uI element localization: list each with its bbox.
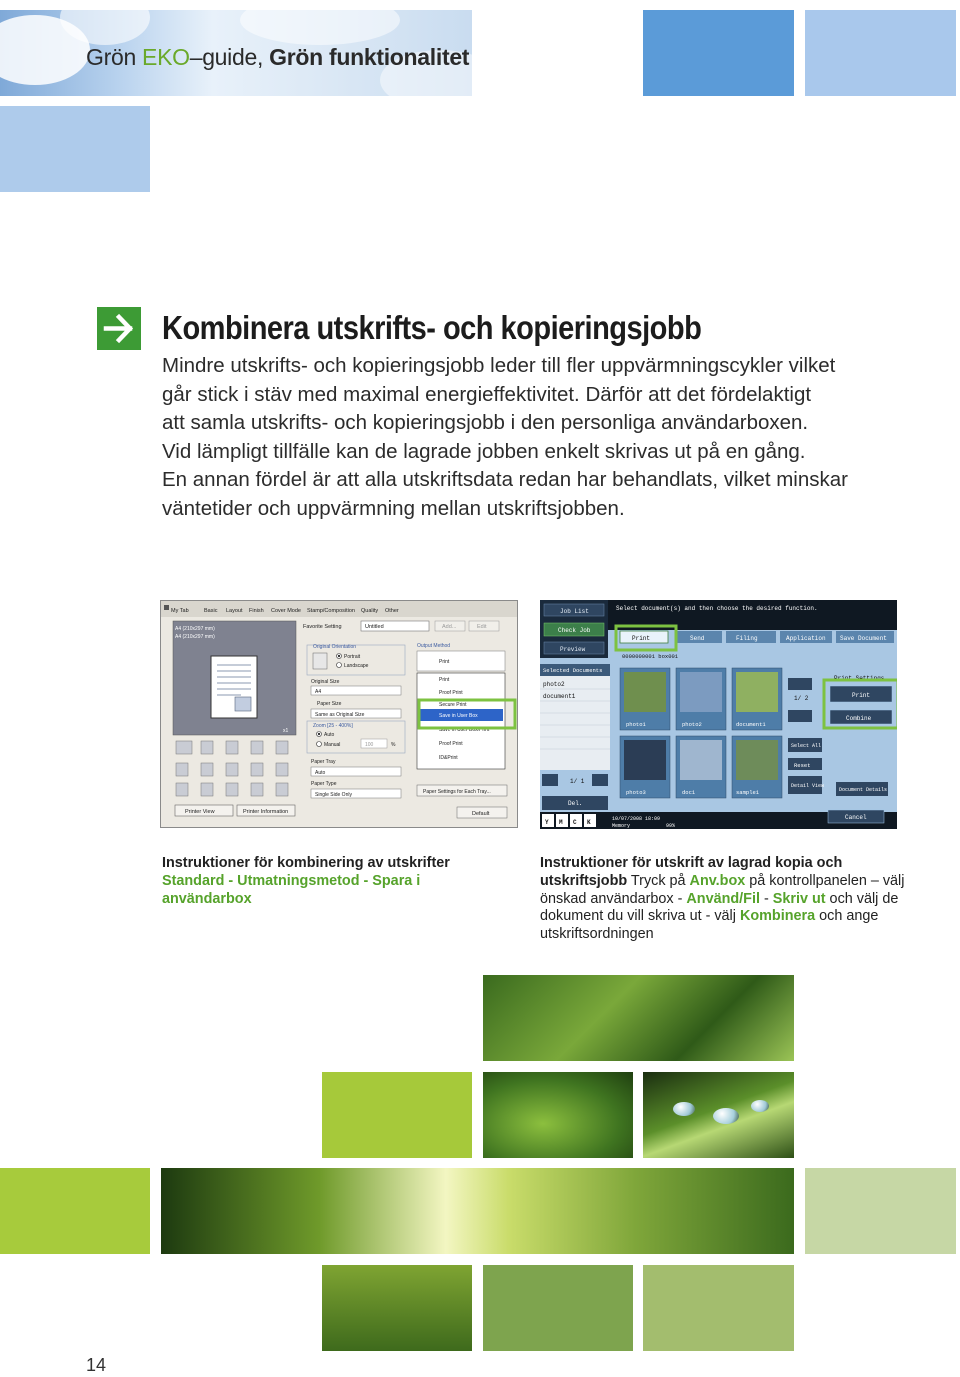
arrow-icon: [97, 307, 141, 350]
dewdrop-photo-tile: [643, 1072, 794, 1158]
screenshot-label: Manual: [324, 742, 341, 748]
screenshot-label: Check Job: [558, 627, 591, 634]
screenshot-label: Secure Print: [439, 702, 467, 708]
header-title-part: –guide,: [189, 44, 270, 70]
caption-text: Instruktioner för utskrift av lagrad kopia och utskriftsjobb: [540, 855, 843, 889]
screenshot-label: Del.: [568, 800, 583, 807]
grass-photo-tile: [483, 1072, 633, 1158]
screenshot-label: Save Document: [840, 635, 887, 642]
screenshot-label: Untitled: [365, 624, 384, 630]
section-title: Kombinera utskrifts- och kopieringsjobb: [162, 309, 702, 346]
screenshot-label: sample1: [736, 789, 760, 796]
pale-green-block: [805, 1168, 956, 1254]
screenshot-label: Print: [852, 692, 871, 699]
driver-tab: Finish: [249, 608, 264, 614]
screenshot-label: Landscape: [344, 663, 369, 669]
screenshot-label: Memory: [612, 823, 631, 829]
body-line: Vid lämpligt tillfälle kan de lagrade jobben enkelt skrivas ut på en gång.: [162, 439, 806, 463]
driver-tab: Layout: [226, 608, 243, 614]
screenshot-label: Edit: [477, 624, 487, 630]
screenshot-label: 1/ 2: [794, 695, 809, 702]
sunlight-leaves-photo: [161, 1168, 794, 1254]
screenshot-label: Send: [690, 635, 705, 642]
driver-tab: Quality: [361, 608, 379, 614]
screenshot-label: photo2: [543, 681, 565, 688]
screenshot-label: photo3: [626, 789, 646, 796]
screenshot-label: Cancel: [845, 814, 867, 821]
caption-text: Kombinera: [739, 908, 816, 925]
screenshot-label: Paper Size: [317, 701, 342, 707]
lime-block: [0, 1168, 150, 1254]
home-icon: [164, 605, 169, 610]
header-side-blue-block: [0, 106, 150, 192]
screenshot-label: Auto: [315, 770, 326, 776]
page-number: 14: [86, 1355, 107, 1375]
screenshot-label: Zoom [25 - 400%]: [313, 723, 353, 729]
screenshot-label: photo1: [626, 721, 646, 728]
caption-text: Anv.box: [689, 872, 746, 889]
screenshot-label: document1: [543, 693, 576, 700]
caption-left: [162, 855, 492, 908]
grass-photo-tile: [322, 1265, 472, 1351]
caption-text: Instruktioner för kombinering av utskrifter: [162, 855, 450, 871]
screenshot-label: 0000000001 box001: [622, 653, 679, 660]
caption-text: Använd/Fil: [686, 890, 760, 907]
screenshot-label: document1: [736, 721, 766, 728]
header-title: [86, 44, 469, 71]
screenshot-label: Print: [632, 635, 651, 642]
screenshot-label: Printer View: [185, 809, 215, 815]
screenshot-label: Original Orientation: [313, 644, 357, 650]
water-drop-icon: [713, 1108, 739, 1124]
screenshot-label: K: [587, 819, 591, 826]
driver-tab: Other: [385, 608, 399, 614]
screenshot-label: Paper Tray: [311, 759, 336, 765]
paper-info: A4 (210x297 mm): [175, 626, 215, 632]
screenshot-label: Select All: [791, 743, 822, 749]
screenshot-label: M: [559, 819, 563, 826]
caption-text: Utmatningsmetod: [237, 872, 360, 889]
screenshot-label: Y: [545, 819, 549, 826]
caption-text: Skriv ut: [772, 890, 826, 907]
green-block: [643, 1265, 794, 1351]
body-line: En annan fördel är att alla utskriftsdata redan har behandlats, vilket minskar: [162, 468, 848, 492]
paper-info: A4 (210x297 mm): [175, 634, 215, 640]
screenshot-label: Document Details: [839, 787, 888, 793]
lime-block: [322, 1072, 472, 1158]
screenshot-label: Same as Original Size: [315, 712, 365, 718]
screenshot-label: 1/ 1: [570, 778, 585, 785]
screenshot-label: Single Side Only: [315, 792, 352, 798]
screenshot-label: Proof Print: [439, 741, 463, 747]
green-block: [483, 1265, 633, 1351]
screenshot-label: Selected Documents: [543, 667, 603, 674]
caption-right: [540, 855, 930, 944]
caption-text: -: [224, 872, 238, 889]
control-panel-screenshot: [540, 600, 897, 829]
screenshot-label: Auto: [324, 732, 335, 738]
body-line: går stick i stäv med maximal energieffektivitet. Därför att det fördelaktigt: [162, 382, 812, 406]
screenshot-label: Application: [786, 635, 826, 642]
screenshot-label: 10/07/2008 18:09: [612, 816, 661, 822]
screenshot-label: doc1: [682, 789, 696, 796]
screenshot-label: Print: [439, 659, 450, 665]
screenshot-label: Save in User Box/Print: [439, 727, 490, 733]
screenshot-label: Printer Information: [243, 809, 289, 815]
screenshot-label: Detail View: [791, 783, 825, 789]
cloud-shape: [240, 0, 400, 45]
screenshot-label: Print: [439, 677, 450, 683]
screenshot-label: Reset: [794, 762, 811, 769]
water-drop-icon: [673, 1102, 695, 1116]
screenshot-label: photo2: [682, 721, 702, 728]
screenshot-label: Add...: [442, 624, 457, 630]
screenshot-label: Select document(s) and then choose the desired function.: [616, 605, 818, 612]
water-drop-icon: [751, 1100, 769, 1112]
screenshot-label: Default: [472, 811, 490, 817]
screenshot-label: Save in User Box: [439, 713, 478, 719]
driver-tab: Cover Mode: [271, 608, 301, 614]
copies-indicator: x1: [283, 728, 289, 734]
section-body: [162, 352, 922, 524]
screenshot-label: Print Settings: [834, 675, 885, 682]
screenshot-label: Proof Print: [439, 690, 463, 696]
screenshot-label: Combine: [846, 715, 872, 722]
caption-text: Tryck på: [627, 872, 690, 889]
screenshot-label: Favorite Setting: [303, 624, 342, 630]
screenshot-label: Filing: [736, 635, 758, 642]
header-light-blue-block: [805, 10, 956, 96]
screenshot-label: 99%: [666, 823, 676, 829]
header-blue-block: [643, 10, 794, 96]
screenshot-label: 100: [365, 742, 374, 748]
driver-tab: Stamp/Composition: [307, 608, 355, 614]
screenshot-label: Preview: [560, 646, 586, 653]
screenshot-label: A4: [315, 689, 322, 695]
header-title-part: Grön funktionalitet: [269, 44, 470, 70]
screenshot-label: Paper Type: [311, 781, 337, 787]
caption-text: Standard: [162, 872, 225, 889]
screenshot-label: C: [573, 819, 577, 826]
screenshot-label: Portrait: [344, 654, 361, 660]
body-line: att samla utskrifts- och kopieringsjobb i den personliga användarboxen.: [162, 411, 809, 435]
screenshot-label: Job List: [560, 608, 589, 615]
body-line: Mindre utskrifts- och kopieringsjobb leder till fler uppvärmningscykler vilket: [162, 354, 836, 377]
header-title-part: Grön: [86, 44, 143, 70]
caption-text: -: [359, 872, 373, 889]
screenshot-label: %: [391, 742, 396, 748]
driver-tab: Basic: [204, 608, 218, 614]
grass-photo-tile: [483, 975, 794, 1061]
caption-text: Spara i användarbox: [162, 872, 421, 907]
caption-text: på kontrollpanelen – välj önskad användarbox -: [540, 872, 905, 907]
printer-driver-screenshot: [160, 600, 518, 828]
header-title-part: EKO: [142, 44, 190, 70]
screenshot-label: Output Method: [417, 643, 451, 649]
screenshot-label: Original Size: [311, 679, 340, 685]
caption-text: och välj de dokument du vill skriva ut - välj: [540, 890, 899, 925]
screenshot-label: ID&Print: [439, 755, 458, 761]
screenshot-label: Paper Settings for Each Tray...: [423, 789, 491, 795]
driver-tab: My Tab: [171, 608, 189, 614]
caption-text: och ange utskriftsordningen: [540, 908, 879, 943]
body-line: väntetider och uppvärmning mellan utskriftsjobben.: [162, 496, 625, 520]
caption-text: -: [759, 890, 773, 907]
